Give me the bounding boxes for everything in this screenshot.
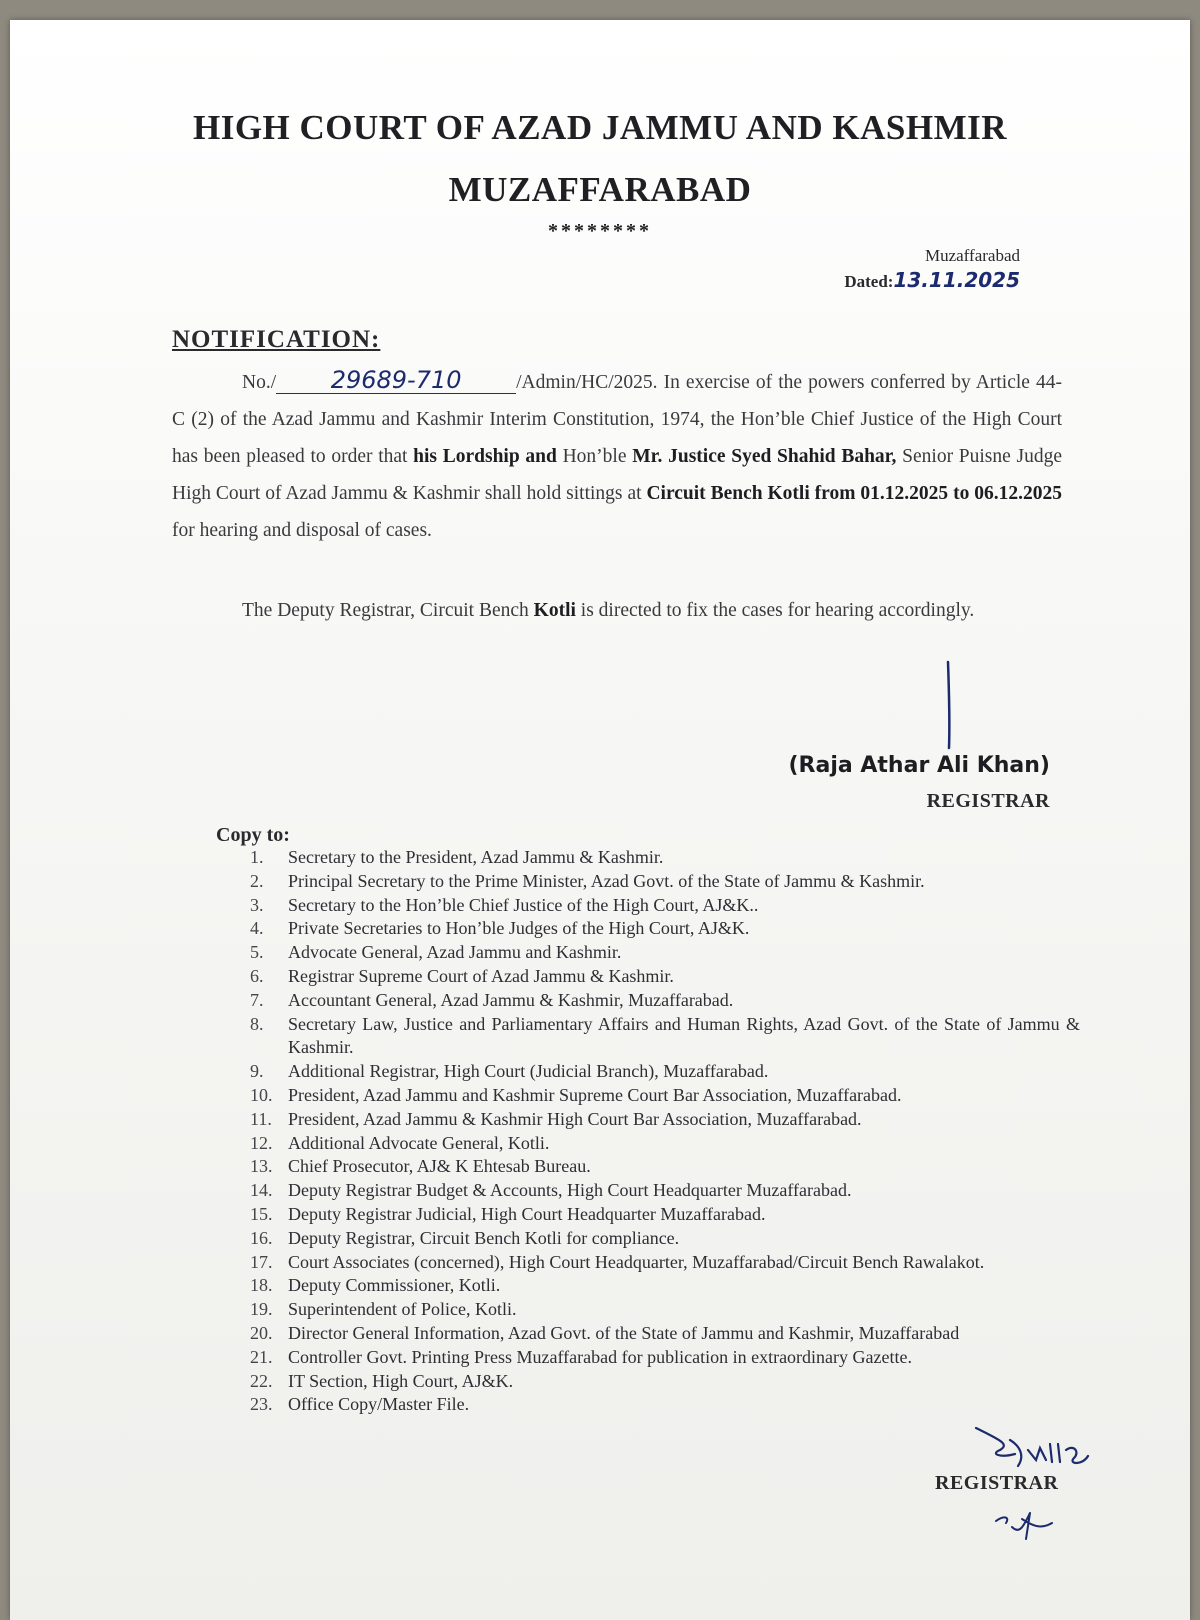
copy-to-item — [250, 1346, 1080, 1370]
place-of-issue: Muzaffarabad — [924, 246, 1020, 265]
copy-to-number: 6. — [250, 965, 264, 986]
copy-to-item — [250, 1108, 1080, 1132]
copy-to-item — [250, 1013, 1080, 1061]
footer-registrar: REGISTRAR — [935, 1472, 1059, 1494]
paragraph-text: /Admin/HC/2025. In exercise of the powers conferred by Article 44-C (2) of the Azad Jammu and Kashmir Interim Constitution, 1974, the Hon’ble Chief Justice of the High Court has been pleased to order that — [172, 372, 1062, 467]
date-value: 13.11.2025 — [893, 268, 1020, 292]
copy-to-text: President, Azad Jammu and Kashmir Supreme Court Bar Association, Muzaffarabad. — [288, 1084, 902, 1105]
copy-to-item — [250, 1251, 1080, 1275]
copy-to-text: Additional Registrar, High Court (Judicial Branch), Muzaffarabad. — [288, 1061, 769, 1082]
copy-to-text: President, Azad Jammu & Kashmir High Court Bar Association, Muzaffarabad. — [288, 1108, 862, 1129]
copy-to-text: Secretary Law, Justice and Parliamentary Affairs and Human Rights, Azad Govt. of the State of Jammu & Kashmir. — [288, 1013, 1080, 1058]
no-label: No./ — [242, 372, 277, 393]
copy-to-text: Principal Secretary to the Prime Minister, Azad Govt. of the State of Jammu & Kashmir. — [288, 870, 925, 891]
copy-to-number: 11. — [250, 1108, 272, 1129]
copy-to-item — [250, 1060, 1080, 1084]
direction-paragraph — [172, 592, 1062, 629]
copy-to-item — [250, 846, 1080, 870]
copy-to-list — [250, 846, 1080, 1417]
copy-to-text: Registrar Supreme Court of Azad Jammu & Kashmir. — [288, 965, 674, 986]
copy-to-text: Additional Advocate General, Kotli. — [288, 1132, 550, 1153]
signature-stroke-icon — [940, 660, 960, 750]
copy-to-number: 14. — [250, 1180, 273, 1201]
copy-to-item — [250, 1227, 1080, 1251]
sitting-dates: Circuit Bench Kotli from 01.12.2025 to 06.12.2025 — [646, 483, 1062, 504]
copy-to-text: Advocate General, Azad Jammu and Kashmir. — [288, 942, 622, 963]
handwritten-signature-icon — [970, 1410, 1110, 1480]
copy-to-number: 19. — [250, 1299, 273, 1320]
copy-to-item — [250, 894, 1080, 918]
signatory-title: REGISTRAR — [926, 790, 1050, 812]
copy-to-item — [250, 1155, 1080, 1179]
copy-to-item — [250, 870, 1080, 894]
signatory-name: (Raja Athar Ali Khan) — [788, 753, 1050, 778]
notification-number: 29689-710 — [276, 367, 516, 394]
copy-to-item — [250, 1274, 1080, 1298]
court-title: HIGH COURT OF AZAD JAMMU AND KASHMIR — [192, 108, 1007, 147]
copy-to-text: Superintendent of Police, Kotli. — [288, 1299, 517, 1320]
copy-to-text: Chief Prosecutor, AJ& K Ehtesab Bureau. — [288, 1156, 591, 1177]
copy-to-text: Deputy Registrar, Circuit Bench Kotli for compliance. — [288, 1227, 680, 1248]
copy-to-text: Office Copy/Master File. — [288, 1394, 470, 1415]
court-city: MUZAFFARABAD — [448, 170, 752, 209]
copy-to-text: Deputy Commissioner, Kotli. — [288, 1275, 501, 1296]
copy-to-item — [250, 917, 1080, 941]
copy-to-text: Secretary to the President, Azad Jammu & Kashmir. — [288, 847, 664, 867]
copy-to-number: 17. — [250, 1251, 273, 1272]
copy-to-number: 9. — [250, 1061, 264, 1082]
copy-to-number: 4. — [250, 918, 264, 939]
stars-divider: ******** — [548, 220, 652, 242]
copy-to-text: Deputy Registrar Judicial, High Court Headquarter Muzaffarabad. — [288, 1203, 766, 1224]
copy-to-number: 12. — [250, 1132, 273, 1153]
notification-heading: NOTIFICATION: — [172, 326, 381, 353]
paragraph-text: Senior Puisne Judge High Court of Azad Jammu & Kashmir shall hold sittings at — [172, 446, 1063, 504]
notification-paragraph — [172, 364, 1062, 549]
copy-to-number: 13. — [250, 1156, 273, 1177]
date-line — [844, 268, 1020, 292]
copy-to-heading: Copy to: — [216, 824, 290, 846]
copy-to-number: 18. — [250, 1275, 273, 1296]
copy-to-item — [250, 1370, 1080, 1394]
copy-to-text: Controller Govt. Printing Press Muzaffarabad for publication in extraordinary Gazette. — [288, 1346, 912, 1367]
paragraph-text: The Deputy Registrar, Circuit Bench — [242, 600, 534, 621]
copy-to-number: 23. — [250, 1394, 273, 1415]
copy-to-item — [250, 1084, 1080, 1108]
copy-to-text: Accountant General, Azad Jammu & Kashmir, Muzaffarabad. — [288, 989, 734, 1010]
copy-to-number: 2. — [250, 870, 264, 891]
copy-to-item — [250, 1298, 1080, 1322]
copy-to-item — [250, 941, 1080, 965]
paragraph-text: Hon’ble — [556, 446, 633, 467]
judge-name: Mr. Justice Syed Shahid Bahar, — [632, 446, 897, 467]
copy-to-item — [250, 989, 1080, 1013]
copy-to-number: 5. — [250, 942, 264, 963]
copy-to-number: 8. — [250, 1013, 264, 1034]
copy-to-number: 7. — [250, 989, 264, 1010]
copy-to-text: IT Section, High Court, AJ&K. — [288, 1370, 514, 1391]
copy-to-item — [250, 965, 1080, 989]
copy-to-item — [250, 1393, 1080, 1417]
paragraph-text: for hearing and disposal of cases. — [172, 520, 432, 541]
copy-to-number: 20. — [250, 1322, 273, 1343]
copy-to-text: Private Secretaries to Hon’ble Judges of the High Court, AJ&K. — [288, 918, 750, 939]
copy-to-number: 10. — [250, 1084, 273, 1105]
document-page — [10, 20, 1190, 1620]
copy-to-item — [250, 1322, 1080, 1346]
copy-to-number: 21. — [250, 1346, 273, 1367]
copy-to-item — [250, 1203, 1080, 1227]
copy-to-number: 3. — [250, 894, 264, 915]
copy-to-text: Deputy Registrar Budget & Accounts, High Court Headquarter Muzaffarabad. — [288, 1180, 852, 1201]
copy-to-number: 15. — [250, 1203, 273, 1224]
copy-to-text: Court Associates (concerned), High Court Headquarter, Muzaffarabad/Circuit Bench Rawalakot. — [288, 1251, 985, 1272]
copy-to-number: 16. — [250, 1227, 273, 1248]
date-label: Dated: — [844, 272, 894, 291]
paragraph-bold: his Lordship and — [413, 446, 557, 467]
paragraph-bold: Kotli — [533, 600, 576, 621]
paragraph-text: is directed to fix the cases for hearing accordingly. — [575, 600, 975, 621]
copy-to-text: Director General Information, Azad Govt. of the State of Jammu and Kashmir, Muzaffarabad — [288, 1322, 960, 1343]
copy-to-number: 1. — [250, 847, 264, 867]
copy-to-number: 22. — [250, 1370, 273, 1391]
initials-icon — [990, 1505, 1060, 1545]
copy-to-item — [250, 1179, 1080, 1203]
copy-to-item — [250, 1132, 1080, 1156]
copy-to-text: Secretary to the Hon’ble Chief Justice of the High Court, AJ&K.. — [288, 894, 759, 915]
